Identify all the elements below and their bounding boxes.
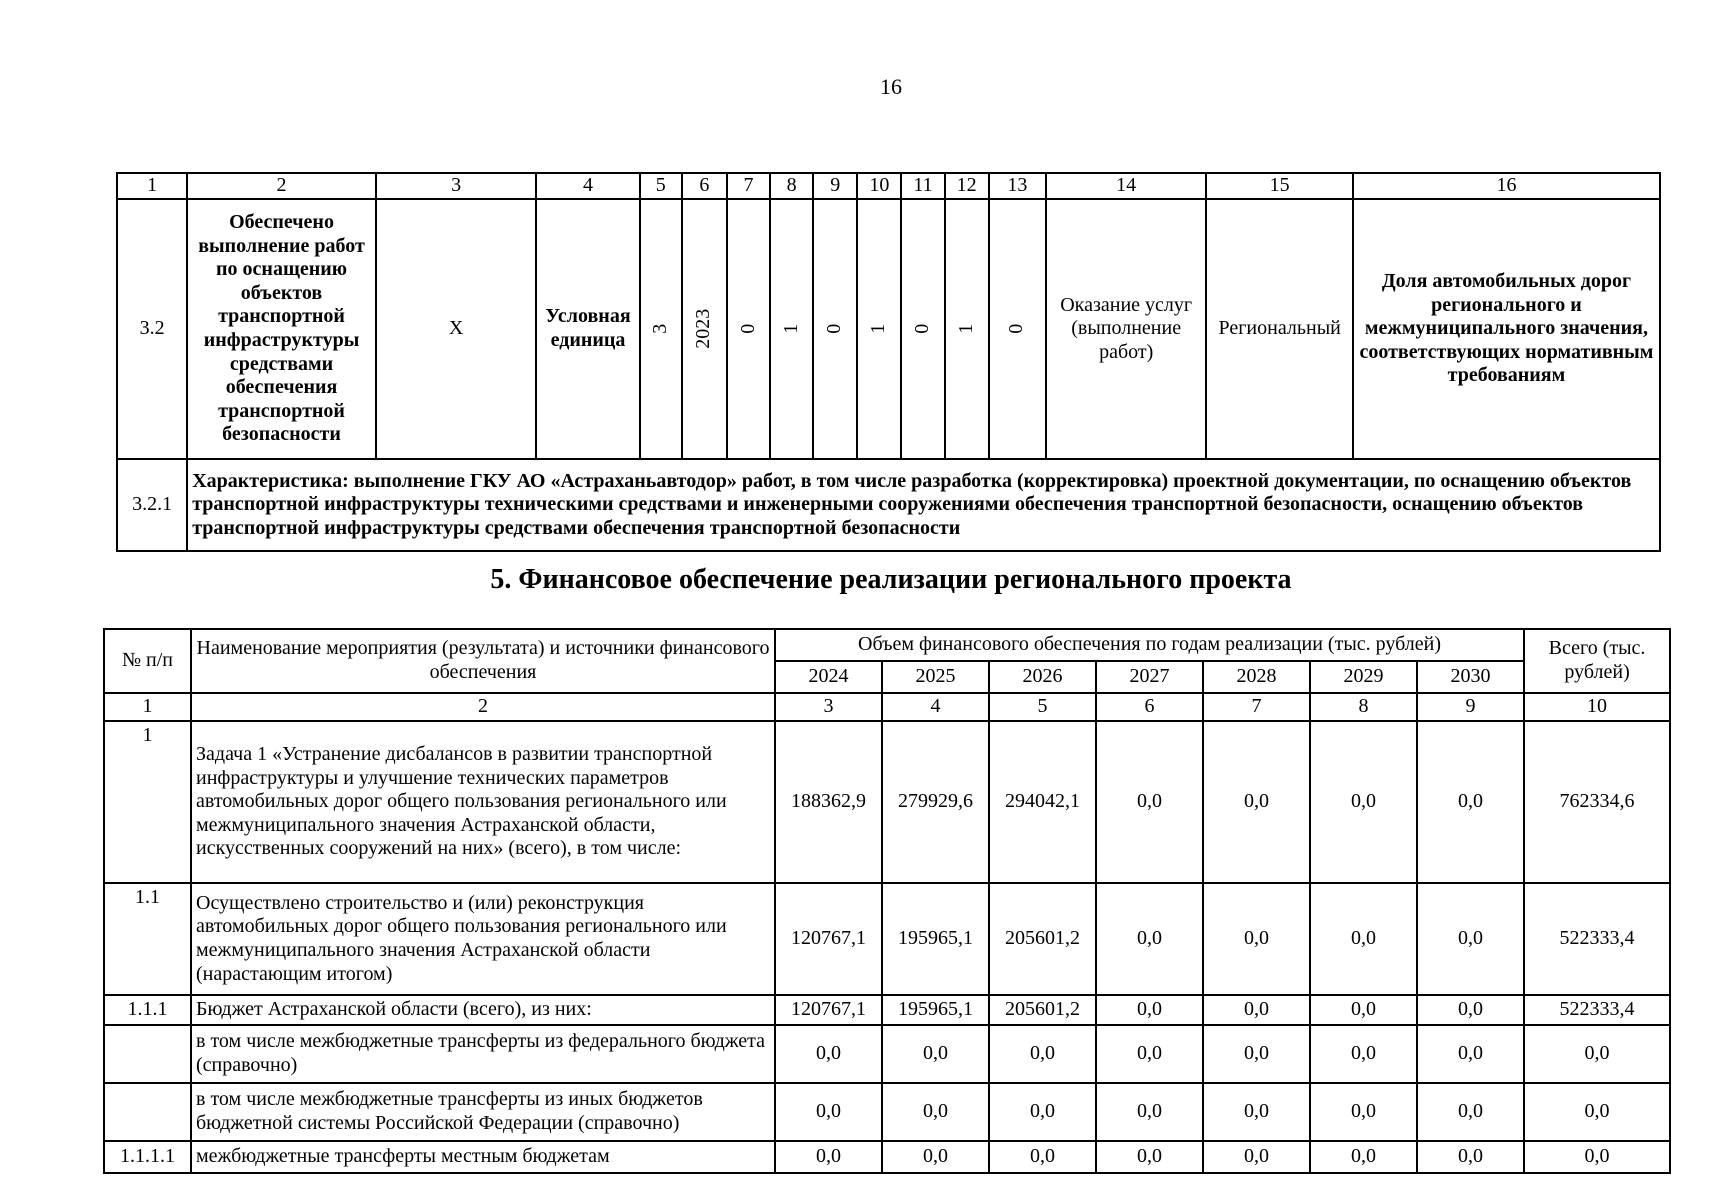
- row-number: 3.2.1: [117, 459, 187, 551]
- year-value: 188362,9: [775, 721, 882, 883]
- column-index: 1: [117, 173, 187, 199]
- total-value: 0,0: [1524, 1083, 1670, 1141]
- year-value: 0,0: [882, 1141, 989, 1173]
- column-index: 6: [682, 173, 727, 199]
- row-name: Осуществлено строительство и (или) реконструкция автомобильных дорог общего пользования регионального или межмуниципального значения Астраханской области (нарастающим итогом): [191, 883, 775, 995]
- column-index: 4: [536, 173, 639, 199]
- header-group: Объем финансового обеспечения по годам реализации (тыс. рублей): [775, 629, 1524, 661]
- year-header: 2024: [775, 661, 882, 693]
- value-text: 1: [954, 324, 977, 334]
- column-index: 12: [945, 173, 989, 199]
- indicator-cell: Доля автомобильных дорог регионального и межмуниципального значения, соответствующих нормативным требованиям: [1353, 199, 1660, 459]
- table-row: [104, 883, 1670, 995]
- row-name: в том числе межбюджетные трансферты из иных бюджетов бюджетной системы Российской Федерации (справочно): [191, 1083, 775, 1141]
- year-value: 0,0: [1310, 883, 1417, 995]
- table-row: [104, 721, 1670, 883]
- year-value: 195965,1: [882, 883, 989, 995]
- year-value: 294042,1: [989, 721, 1096, 883]
- value-text: 0: [823, 324, 846, 334]
- table-row: [117, 199, 1660, 459]
- column-index: 10: [857, 173, 901, 199]
- year-value: 0,0: [882, 1083, 989, 1141]
- year-value: 0,0: [1417, 1141, 1524, 1173]
- row-number: 1.1.1: [104, 995, 191, 1025]
- year-value: 0,0: [1417, 1083, 1524, 1141]
- column-index: 15: [1206, 173, 1352, 199]
- year-value: 0,0: [1310, 1083, 1417, 1141]
- column-index: 7: [727, 173, 770, 199]
- year-value: 0,0: [1096, 1025, 1203, 1083]
- year-header: 2027: [1096, 661, 1203, 693]
- year-text: 2023: [692, 309, 715, 349]
- code-text: 3: [648, 324, 671, 334]
- column-index: 8: [770, 173, 813, 199]
- year-value: 0,0: [1096, 1083, 1203, 1141]
- level-cell: Региональный: [1206, 199, 1352, 459]
- year-value: 0,0: [775, 1025, 882, 1083]
- value-cell: [770, 199, 813, 459]
- column-index: 8: [1310, 693, 1417, 721]
- value-cell: [727, 199, 770, 459]
- column-index: 6: [1096, 693, 1203, 721]
- year-value: 0,0: [1203, 883, 1310, 995]
- row-number: 1.1: [104, 883, 191, 995]
- result-table: [116, 172, 1661, 552]
- page-number: 16: [880, 74, 902, 99]
- column-index: 5: [640, 173, 682, 199]
- year-value: 0,0: [1417, 1025, 1524, 1083]
- year-value: 0,0: [1310, 1141, 1417, 1173]
- year-value: 120767,1: [775, 995, 882, 1025]
- year-value: 0,0: [989, 1083, 1096, 1141]
- year-value: 0,0: [989, 1025, 1096, 1083]
- column-index: 9: [1417, 693, 1524, 721]
- table-row: [104, 1025, 1670, 1083]
- value-cell: [989, 199, 1046, 459]
- column-index: 5: [989, 693, 1096, 721]
- year-value: 0,0: [1096, 995, 1203, 1025]
- year-header: 2025: [882, 661, 989, 693]
- header-name: Наименование мероприятия (результата) и источники финансового обеспечения: [191, 629, 775, 693]
- year-cell: [682, 199, 727, 459]
- year-header: 2028: [1203, 661, 1310, 693]
- column-index: 10: [1524, 693, 1670, 721]
- column-index: 3: [376, 173, 537, 199]
- year-value: 120767,1: [775, 883, 882, 995]
- year-value: 0,0: [1417, 883, 1524, 995]
- column-index: 11: [901, 173, 944, 199]
- year-header: 2026: [989, 661, 1096, 693]
- total-value: 522333,4: [1524, 995, 1670, 1025]
- table-row: [104, 1083, 1670, 1141]
- section-title: 5. Финансовое обеспечение реализации регионального проекта: [490, 564, 1292, 595]
- row-name: межбюджетные трансферты местным бюджетам: [191, 1141, 775, 1173]
- column-index: 2: [187, 173, 376, 199]
- row-name: Задача 1 «Устранение дисбалансов в развитии транспортной инфраструктуры и улучшение технических параметров автомобильных дорог общего пользования регионального или межмуниципального значения Астраханской области, искусственных сооружений на них» (всего), в том числе:: [191, 721, 775, 883]
- year-value: 0,0: [775, 1083, 882, 1141]
- column-index: 2: [191, 693, 775, 721]
- total-value: 0,0: [1524, 1025, 1670, 1083]
- total-value: 762334,6: [1524, 721, 1670, 883]
- year-value: 0,0: [1203, 1025, 1310, 1083]
- value-text: 1: [867, 324, 890, 334]
- year-value: 205601,2: [989, 883, 1096, 995]
- year-value: 279929,6: [882, 721, 989, 883]
- year-value: 0,0: [1096, 883, 1203, 995]
- year-value: 0,0: [882, 1025, 989, 1083]
- finance-table: [103, 628, 1671, 1174]
- year-value: 0,0: [1203, 1141, 1310, 1173]
- year-value: 0,0: [775, 1141, 882, 1173]
- total-value: 0,0: [1524, 1141, 1670, 1173]
- header-num: № п/п: [104, 629, 191, 693]
- year-value: 0,0: [1417, 721, 1524, 883]
- column-index: 9: [813, 173, 857, 199]
- year-value: 0,0: [1203, 721, 1310, 883]
- table-row: [117, 459, 1660, 551]
- unit-cell: Условная единица: [536, 199, 639, 459]
- row-number: 1: [104, 721, 191, 883]
- row-name: Бюджет Астраханской области (всего), из них:: [191, 995, 775, 1025]
- year-value: 195965,1: [882, 995, 989, 1025]
- year-value: 0,0: [1310, 1025, 1417, 1083]
- table-row: [104, 995, 1670, 1025]
- column-index: 3: [775, 693, 882, 721]
- row-number: [104, 1025, 191, 1083]
- column-index: 4: [882, 693, 989, 721]
- row-name: в том числе межбюджетные трансферты из федерального бюджета (справочно): [191, 1025, 775, 1083]
- value-cell: [857, 199, 901, 459]
- row-number: [104, 1083, 191, 1141]
- value-text: 0: [911, 324, 934, 334]
- row-number: 3.2: [117, 199, 187, 459]
- year-value: 205601,2: [989, 995, 1096, 1025]
- value-text: 1: [779, 324, 802, 334]
- year-value: 0,0: [1096, 721, 1203, 883]
- characteristic-text: Характеристика: выполнение ГКУ АО «Астраханьавтодор» работ, в том числе разработка (корректировка) проектной документации, по оснащению объектов транспортной инфраструктуры техническими средствами и инженерными сооружениями обеспечения транспортной безопасности, оснащению объектов транспортной инфраструктуры средствами обеспечения транспортной безопасности: [187, 459, 1660, 551]
- year-header: 2030: [1417, 661, 1524, 693]
- value-cell: [901, 199, 944, 459]
- value-text: 0: [1005, 324, 1028, 334]
- column-index: 7: [1203, 693, 1310, 721]
- year-value: 0,0: [989, 1141, 1096, 1173]
- column-index: 1: [104, 693, 191, 721]
- value-cell: [813, 199, 857, 459]
- total-value: 522333,4: [1524, 883, 1670, 995]
- year-header: 2029: [1310, 661, 1417, 693]
- year-value: 0,0: [1417, 995, 1524, 1025]
- column-index-row: [117, 173, 1660, 199]
- table-row: [104, 1141, 1670, 1173]
- column-index: 14: [1046, 173, 1207, 199]
- year-value: 0,0: [1310, 995, 1417, 1025]
- value-text: 0: [736, 324, 759, 334]
- cell-value: Х: [376, 199, 537, 459]
- row-number: 1.1.1.1: [104, 1141, 191, 1173]
- column-index: 16: [1353, 173, 1660, 199]
- result-name: Обеспечено выполнение работ по оснащению объектов транспортной инфраструктуры средствами обеспечения транспортной безопасности: [187, 199, 376, 459]
- year-value: 0,0: [1203, 1083, 1310, 1141]
- type-cell: Оказание услуг (выполнение работ): [1046, 199, 1207, 459]
- year-value: 0,0: [1310, 721, 1417, 883]
- value-cell: [945, 199, 989, 459]
- year-value: 0,0: [1203, 995, 1310, 1025]
- header-total: Всего (тыс. рублей): [1524, 629, 1670, 693]
- year-value: 0,0: [1096, 1141, 1203, 1173]
- column-index-row: [104, 693, 1670, 721]
- code-cell: [640, 199, 682, 459]
- header-row: [104, 629, 1670, 661]
- column-index: 13: [989, 173, 1046, 199]
